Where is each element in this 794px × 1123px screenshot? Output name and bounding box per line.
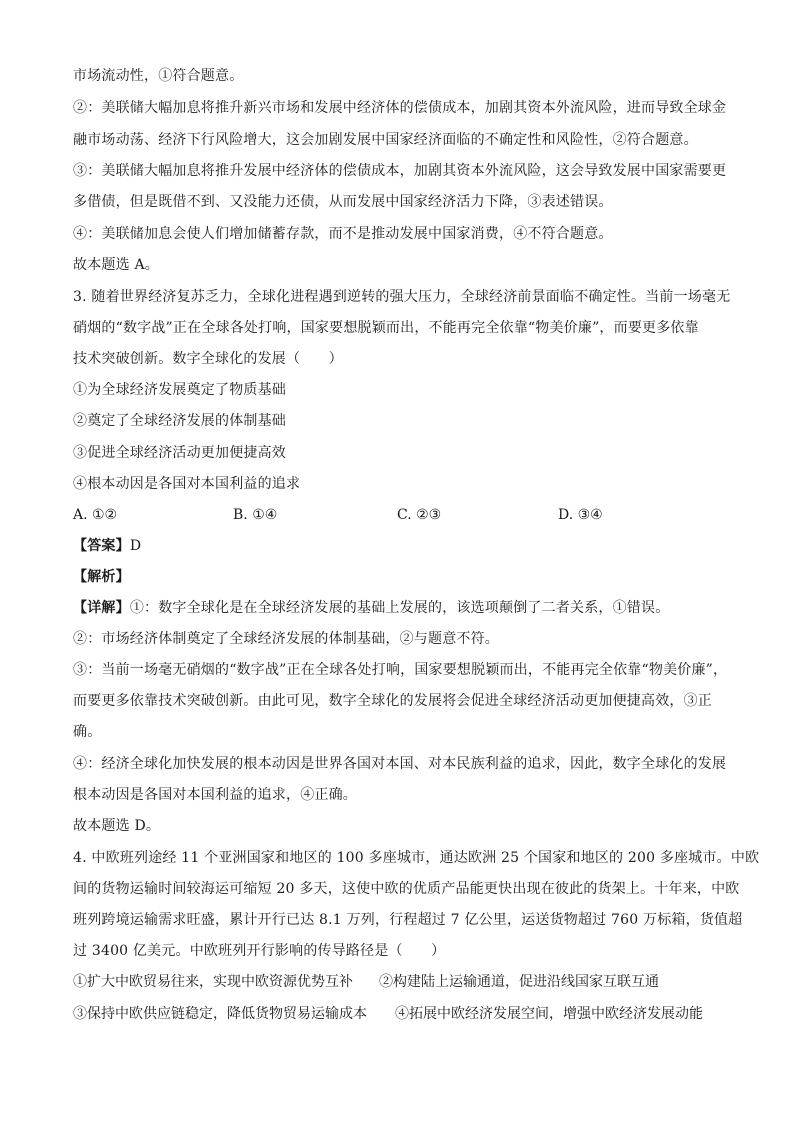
text-line: ④：经济全球化加快发展的根本动因是世界各国对本国、对本民族利益的追求，因此，数字全球化的发展 [73, 756, 727, 772]
text-line: ②：市场经济体制奠定了全球经济发展的体制基础，②与题意不符。 [73, 631, 499, 647]
statement-item: ②奠定了全球经济发展的体制基础 [73, 413, 286, 429]
statement-item: ③保持中欧供应链稳定，降低货物贸易运输成本 [73, 1006, 367, 1022]
question-3-stem: 硝烟的“数字战”正在全球各处打响，国家要想脱颖而出，不能再完全依靠“物美价廉”，而要更多依靠 [73, 320, 699, 336]
text-line: 市场流动性，①符合题意。 [73, 68, 244, 84]
option-c: C. ②③ [397, 507, 442, 523]
detail-tag: 【详解】 [73, 600, 130, 616]
text-line: ②：美联储大幅加息将推升新兴市场和发展中经济体的偿债成本，加剧其资本外流风险，进而导致全球金 [73, 100, 727, 116]
text-line: 根本动因是各国对本国利益的追求，④正确。 [73, 787, 357, 803]
text-line: 而要更多依靠技术突破创新。由此可见，数字全球化的发展将会促进全球经济活动更加便捷高效，③正 [73, 693, 712, 709]
text-line: 多借债，但是既借不到、又没能力还债，从而发展中国家经济活力下降，③表述错误。 [73, 194, 613, 210]
option-d: D. ③④ [558, 507, 603, 523]
text-line: 融市场动荡、经济下行风险增大，这会加剧发展中国家经济面临的不确定性和风险性，②符合题意。 [73, 132, 698, 148]
statement-item: ③促进全球经济活动更加便捷高效 [73, 445, 286, 461]
detail-text: ①：数字全球化是在全球经济发展的基础上发展的，该选项颠倒了二者关系，①错误。 [129, 600, 670, 616]
detail-line [73, 598, 733, 618]
analysis-tag: 【解析】 [73, 569, 130, 585]
text-line: ③：当前一场毫无硝烟的“数字战”正在全球各处打响，国家要想脱颖而出，不能再完全依靠“物美价廉”， [73, 662, 728, 678]
answer-value: D [129, 538, 142, 554]
option-b: B. ①④ [233, 507, 278, 523]
question-4-stem: 班列跨境运输需求旺盛，累计开行已达 8.1 万列，行程超过 7 亿公里，运送货物超过 760 万标箱，货值超 [73, 912, 743, 928]
statement-item: ①扩大中欧贸易往来，实现中欧资源优势互补 [73, 974, 353, 990]
question-3-stem: 3. 随着世界经济复苏乏力，全球化进程遇到逆转的强大压力，全球经济前景面临不确定性。当前一场毫无 [73, 289, 731, 305]
question-4-stem: 间的货物运输时间较海运可缩短 20 多天，这使中欧的优质产品能更快出现在彼此的货架上。十年来，中欧 [73, 881, 740, 897]
text-line: ④：美联储加息会使人们增加储蓄存款，而不是推动发展中国家消费，④不符合题意。 [73, 226, 613, 242]
question-3-stem: 技术突破创新。数字全球化的发展（ ） [73, 351, 343, 367]
statement-item: ①为全球经济发展奠定了物质基础 [73, 382, 286, 398]
statement-item: ④拓展中欧经济发展空间，增强中欧经济发展动能 [395, 1006, 703, 1022]
statement-item: ④根本动因是各国对本国利益的追求 [73, 476, 301, 492]
conclusion-line: 故本题选 A。 [73, 257, 159, 273]
text-line: 确。 [73, 724, 102, 740]
question-4-stem: 过 3400 亿美元。中欧班列开行影响的传导路径是（ ） [73, 943, 446, 959]
option-a: A. ①② [73, 507, 118, 523]
answer-tag: 【答案】 [73, 538, 130, 554]
statement-item: ②构建陆上运输通道，促进沿线国家互联互通 [379, 974, 659, 990]
question-4-stem: 4. 中欧班列途经 11 个亚洲国家和地区的 100 多座城市，通达欧洲 25 个国家和地区的 200 多座城市。中欧 [73, 850, 760, 866]
text-line: ③：美联储大幅加息将推升发展中经济体的偿债成本，加剧其资本外流风险，这会导致发展中国家需要更 [73, 163, 727, 179]
answer-line [73, 536, 733, 556]
conclusion-line: 故本题选 D。 [73, 818, 161, 834]
